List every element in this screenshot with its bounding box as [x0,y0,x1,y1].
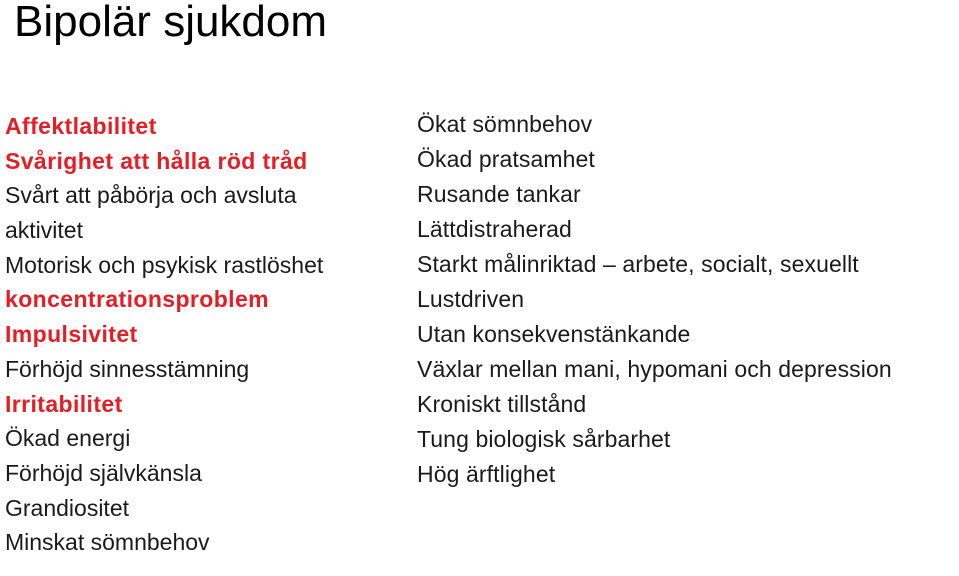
list-item: Förhöjd självkänsla [5,459,202,486]
list-item: Ökad pratsamhet [417,146,595,172]
list-item: Utan konsekvenstänkande [417,321,691,347]
list-item: Förhöjd sinnesstämning [5,355,250,382]
list-item: Starkt målinriktad – arbete, socialt, sexuellt [417,251,859,277]
symptom-list-right [417,107,959,492]
list-item: Svårt att påbörja och avsluta [5,182,297,209]
list-item: Lustdriven [417,286,525,312]
list-item: Ökat sömnbehov [417,111,593,137]
list-item: Irritabilitet [5,390,123,417]
list-item: Växlar mellan mani, hypomani och depression [417,356,892,382]
slide-title: Bipolär sjukdom [14,0,328,46]
list-item: Minskat sömnbehov [5,529,210,556]
list-item: Motorisk och psykisk rastlöshet [5,251,324,278]
list-item: Kroniskt tillstånd [417,391,587,417]
list-item: Hög ärftlighet [417,461,556,487]
list-item: Impulsivitet [5,321,138,348]
list-item: Affektlabilitet [5,113,157,139]
list-item: Lättdistraherad [417,216,572,242]
list-item: Tung biologisk sårbarhet [417,426,671,452]
list-item: Ökad energi [5,425,131,452]
list-item: koncentrationsproblem [5,286,269,313]
list-item: aktivitet [5,217,83,244]
list-item: Svårighet att hålla röd tråd [5,147,308,174]
symptom-list-left [5,109,405,560]
list-item: Rusande tankar [417,181,581,207]
list-item: Grandiositet [5,494,130,521]
